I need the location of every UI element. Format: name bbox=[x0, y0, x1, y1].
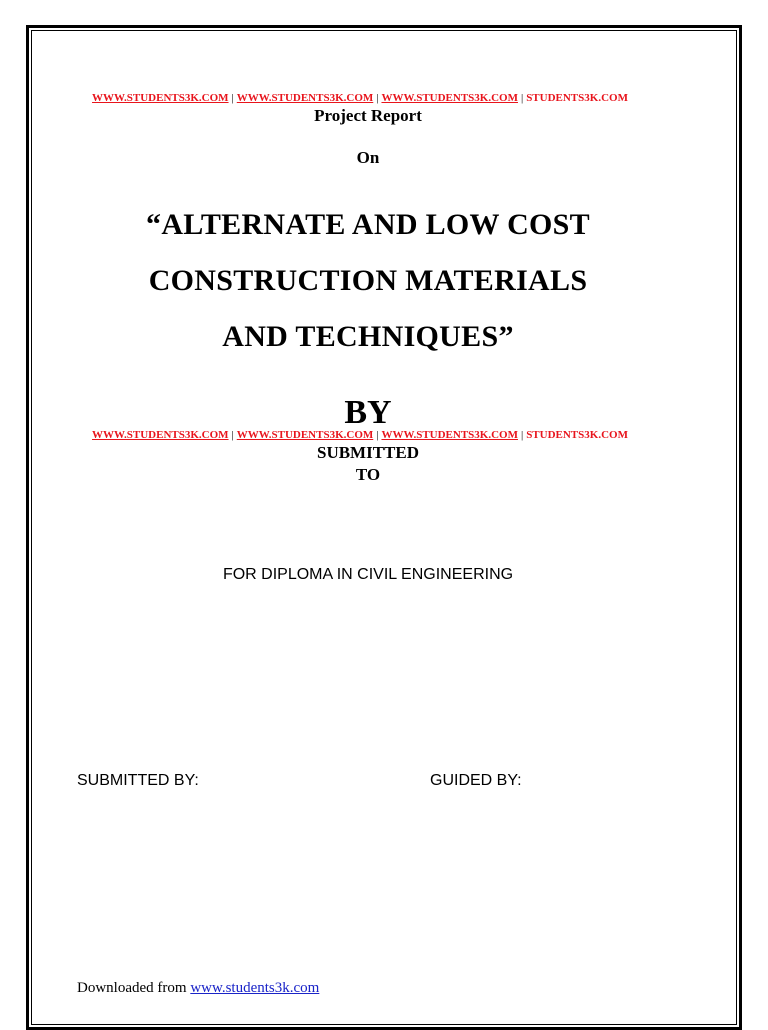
watermark-middle-link-3[interactable]: WWW.STUDENTS3K.COM bbox=[381, 429, 518, 441]
footer-prefix: Downloaded from bbox=[77, 980, 191, 996]
watermark-separator: | bbox=[520, 92, 524, 104]
watermark-top-link-1[interactable]: WWW.STUDENTS3K.COM bbox=[92, 92, 229, 104]
watermark-top bbox=[0, 92, 720, 105]
title-line-2: CONSTRUCTION MATERIALS bbox=[148, 264, 588, 297]
watermark-top-link-2[interactable]: WWW.STUDENTS3K.COM bbox=[236, 92, 374, 104]
project-report-label: Project Report bbox=[314, 106, 422, 125]
footer bbox=[77, 980, 319, 997]
watermark-middle-tail: STUDENTS3K.COM bbox=[526, 429, 628, 441]
watermark-top-tail: STUDENTS3K.COM bbox=[526, 92, 628, 104]
watermark-middle bbox=[0, 429, 720, 442]
title-line-3: AND TECHNIQUES” bbox=[222, 320, 514, 353]
watermark-top-link-3[interactable]: WWW.STUDENTS3K.COM bbox=[381, 92, 518, 104]
by-label: BY bbox=[344, 394, 392, 431]
watermark-separator: | bbox=[231, 92, 234, 104]
footer-link[interactable]: www.students3k.com bbox=[190, 980, 320, 996]
to-label: TO bbox=[355, 465, 381, 484]
watermark-separator: | bbox=[231, 429, 234, 441]
guided-by-label: GUIDED BY: bbox=[430, 772, 522, 789]
watermark-middle-link-1[interactable]: WWW.STUDENTS3K.COM bbox=[92, 429, 229, 441]
title-line-1: “ALTERNATE AND LOW COST bbox=[146, 208, 590, 241]
watermark-separator: | bbox=[520, 429, 524, 441]
on-label: On bbox=[356, 148, 380, 167]
diploma-line: FOR DIPLOMA IN CIVIL ENGINEERING bbox=[222, 566, 514, 583]
watermark-separator: | bbox=[376, 429, 379, 441]
watermark-middle-link-2[interactable]: WWW.STUDENTS3K.COM bbox=[236, 429, 374, 441]
submitted-label: SUBMITTED bbox=[316, 443, 420, 462]
page-border-inner bbox=[31, 30, 737, 1025]
submitted-by-label: SUBMITTED BY: bbox=[77, 772, 199, 789]
watermark-separator: | bbox=[376, 92, 379, 104]
